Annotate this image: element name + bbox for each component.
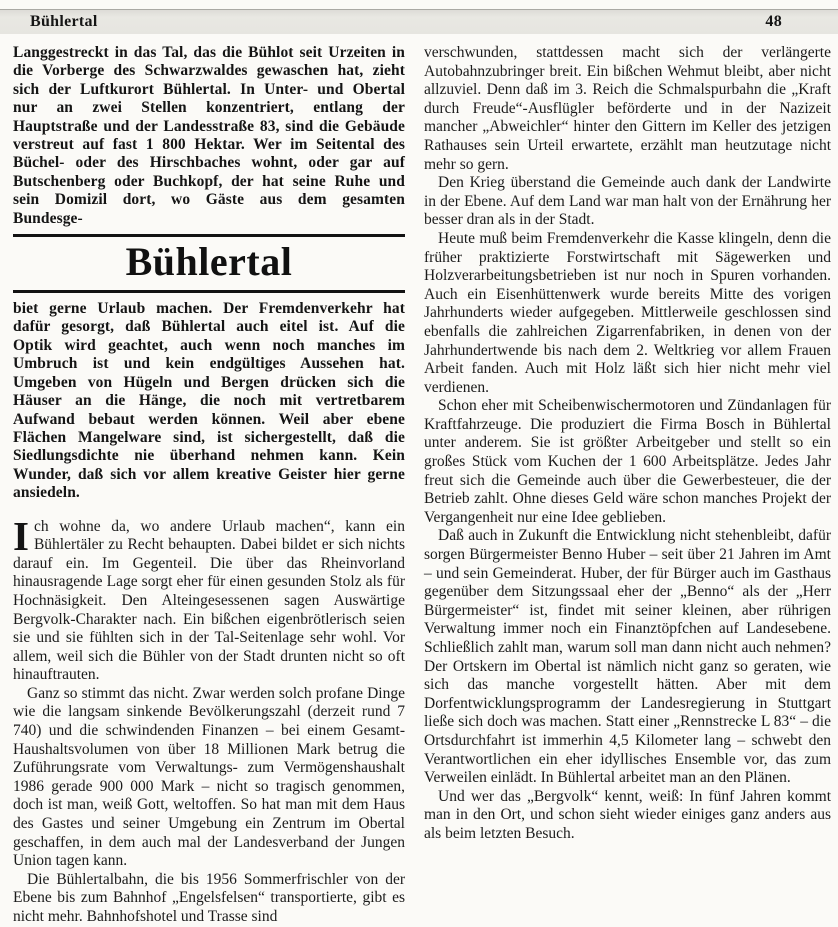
- body-paragraph: Daß auch in Zukunft die Entwicklung nicht stehenbleibt, dafür sorgen Bürgermeister Benno Huber – seit über 21 Jahren im Amt – und sein Gemeinderat. Huber, der für Bürger auch im Gasthaus gegenüber dem Sitzungssaal eher der „Benno“ als der „Herr Bürgermeister“ ist, findet mit seiner kleinen, aber rührigen Verwaltung immer noch ein Finanztöpfchen auf Landesebene. Schließlich zahlt man, warum soll man dann nicht auch nehmen? Der Ortskern im Obertal ist nämlich nicht ganz so geraten, wie sich das manche vorgestellt hätten. Aber mit dem Dorfentwicklungsprogramm der Landesregierung in Stuttgart ließe sich doch was machen. Statt einer „Rennstrecke L 83“ – die Ortsdurchfahrt ist immerhin 4,5 Kilometer lang – schwebt den Verantwortlichen ein eher idyllisches Ensemble vor, das zum Verweilen einlädt. In Bühlertal arbeitet man an den Plänen.: [424, 527, 831, 787]
- paragraph-text: ch wohne da, wo andere Urlaub machen“, kann ein Bühlertäler zu Recht behaupten. Dabei bildet er sich nichts darauf ein. Im Gegenteil. Die über das Rheinvorland hinausragende Lage sorgt eher für einen gesunden Stolz als für Hochnäsigkeit. Den Alteingesessenen sagen Auswärtige Bergvolk-Charakter nach. Ein bißchen eigenbrötlerisch seien sie und sie fühlten sich in der Tal-Seitenlage sehr wohl. Vor allem, weil sich die Bühler von der Stadt drunten nicht so oft hinauftrauten.: [13, 517, 405, 684]
- lead-paragraph-part2: biet gerne Urlaub machen. Der Fremdenverkehr hat dafür gesorgt, daß Bühlertal auch eitel ist. Auf die Optik wird geachtet, auch wenn noch manches im Umbruch ist und kein endgültiges Aussehen hat. Umgeben von Hügeln und Bergen drücken sich die Häuser an die Hänge, die noch mit vertretbarem Aufwand bebaut werden können. Weil aber ebene Flächen Mangelware sind, ist sichergestellt, daß die Siedlungsdichte nie überhand nehmen kann. Kein Wunder, daß sich vor allem kreative Geister hier gerne ansiedeln.: [13, 300, 405, 502]
- body-paragraph: Heute muß beim Fremdenverkehr die Kasse klingeln, denn die früher praktizierte Forstwirtschaft mit Sägewerken und Holzverarbeitungsbetrieben ist nur noch in Spuren vorhanden. Auch ein Eisenhüttenwerk wurde bereits Mitte des vorigen Jahrhunderts wieder aufgegeben. Mittlerweile geschlossen sind ebenfalls die zahlreichen Zigarrenfabriken, in denen von der Jahrhundertwende bis nach dem 2. Weltkrieg vor allem Frauen Arbeit fanden. Auch mit Holz läßt sich hier nicht mehr viel verdienen.: [424, 229, 831, 396]
- left-column: [13, 44, 405, 927]
- article-body: [13, 44, 831, 927]
- body-paragraph: Und wer das „Bergvolk“ kennt, weiß: In fünf Jahren kommt man in den Ort, und schon sieht wieder einiges ganz anders aus als beim letzten Besuch.: [424, 787, 831, 842]
- body-paragraph: Ganz so stimmt das nicht. Zwar werden solch profane Dinge wie die langsam sinkende Bevölkerungszahl (derzeit rund 7 740) und die schwindenden Finanzen – bei einem Gesamt-Haushaltsvolumen von über 18 Millionen Mark betrug die Zuführungsrate vom Verwaltungs- zum Vermögenshaushalt 1986 gerade 900 000 Mark – nicht so tragisch genommen, doch ist man, weiß Gott, weltoffen. So hat man mit dem Haus des Gastes und seiner Umgebung ein Zentrum im Obertal geschaffen, in dem auch mal der Landesverband der Jungen Union tagen kann.: [13, 684, 405, 870]
- body-paragraph: Schon eher mit Scheibenwischermotoren und Zündanlagen für Kraftfahrzeuge. Die produziert die Firma Bosch in Bühlertal unter anderem. Sie ist größter Arbeitgeber und stellt so ein großes Stück vom Kuchen der 1 600 Arbeitsplätze. Jedes Jahr freut sich die Gemeinde auch über die Gewerbesteuer, die der Betrieb zahlt. Ohne dieses Geld wäre schon manches Projekt der Vergangenheit nur eine Idee geblieben.: [424, 397, 831, 526]
- lead-paragraph-part1: Langgestreckt in das Tal, das die Bühlot seit Urzeiten in die Vorberge des Schwarzwaldes gewaschen hat, zieht sich der Luftkurort Bühlertal. In Unter- und Obertal nur an zwei Stellen konzentriert, entlang der Hauptstraße und der Landesstraße 83, sind die Gebäude verstreut auf fast 1 800 Hektar. Wer im Seitental des Büchel- oder des Hirschbaches wohnt, oder gar auf Butschenberg oder Buchkopf, der hat seine Ruhe und sein Domizil dort, wo Gäste aus dem gesamten Bundesge-: [13, 44, 405, 227]
- page-number: 48: [765, 13, 782, 30]
- running-header-section-title: Bühlertal: [30, 13, 98, 30]
- running-header-band: [0, 9, 838, 34]
- drop-cap: I: [13, 512, 29, 559]
- section-spacer: [13, 503, 405, 518]
- body-paragraph: [13, 512, 405, 685]
- body-paragraph: verschwunden, stattdessen macht sich der verlängerte Autobahnzubringer breit. Ein bißchen Wehmut bleibt, aber nicht allzuviel. Denn daß im 3. Reich die Schmalspurbahn die „Kraft durch Freude“-Ausflügler beförderte und in der Nazizeit mancher „Abweichler“ hinter den Gittern im Keller des jetzigen Rathauses sein Urteil erwartete, erzählt man heutzutage nicht mehr so gern.: [424, 44, 831, 173]
- article-title-block: [13, 234, 405, 293]
- article-title: Bühlertal: [125, 239, 293, 285]
- body-paragraph: Die Bühlertalbahn, die bis 1956 Sommerfrischler von der Ebene bis zum Bahnhof „Engelsfelsen“ transportierte, gibt es nicht mehr. Bahnhofshotel und Trasse sind: [13, 870, 405, 925]
- right-column: [424, 44, 831, 927]
- body-paragraph: Den Krieg überstand die Gemeinde auch dank der Landwirte in der Ebene. Auf dem Land war man halt von der Ernährung her besser dran als in der Stadt.: [424, 174, 831, 229]
